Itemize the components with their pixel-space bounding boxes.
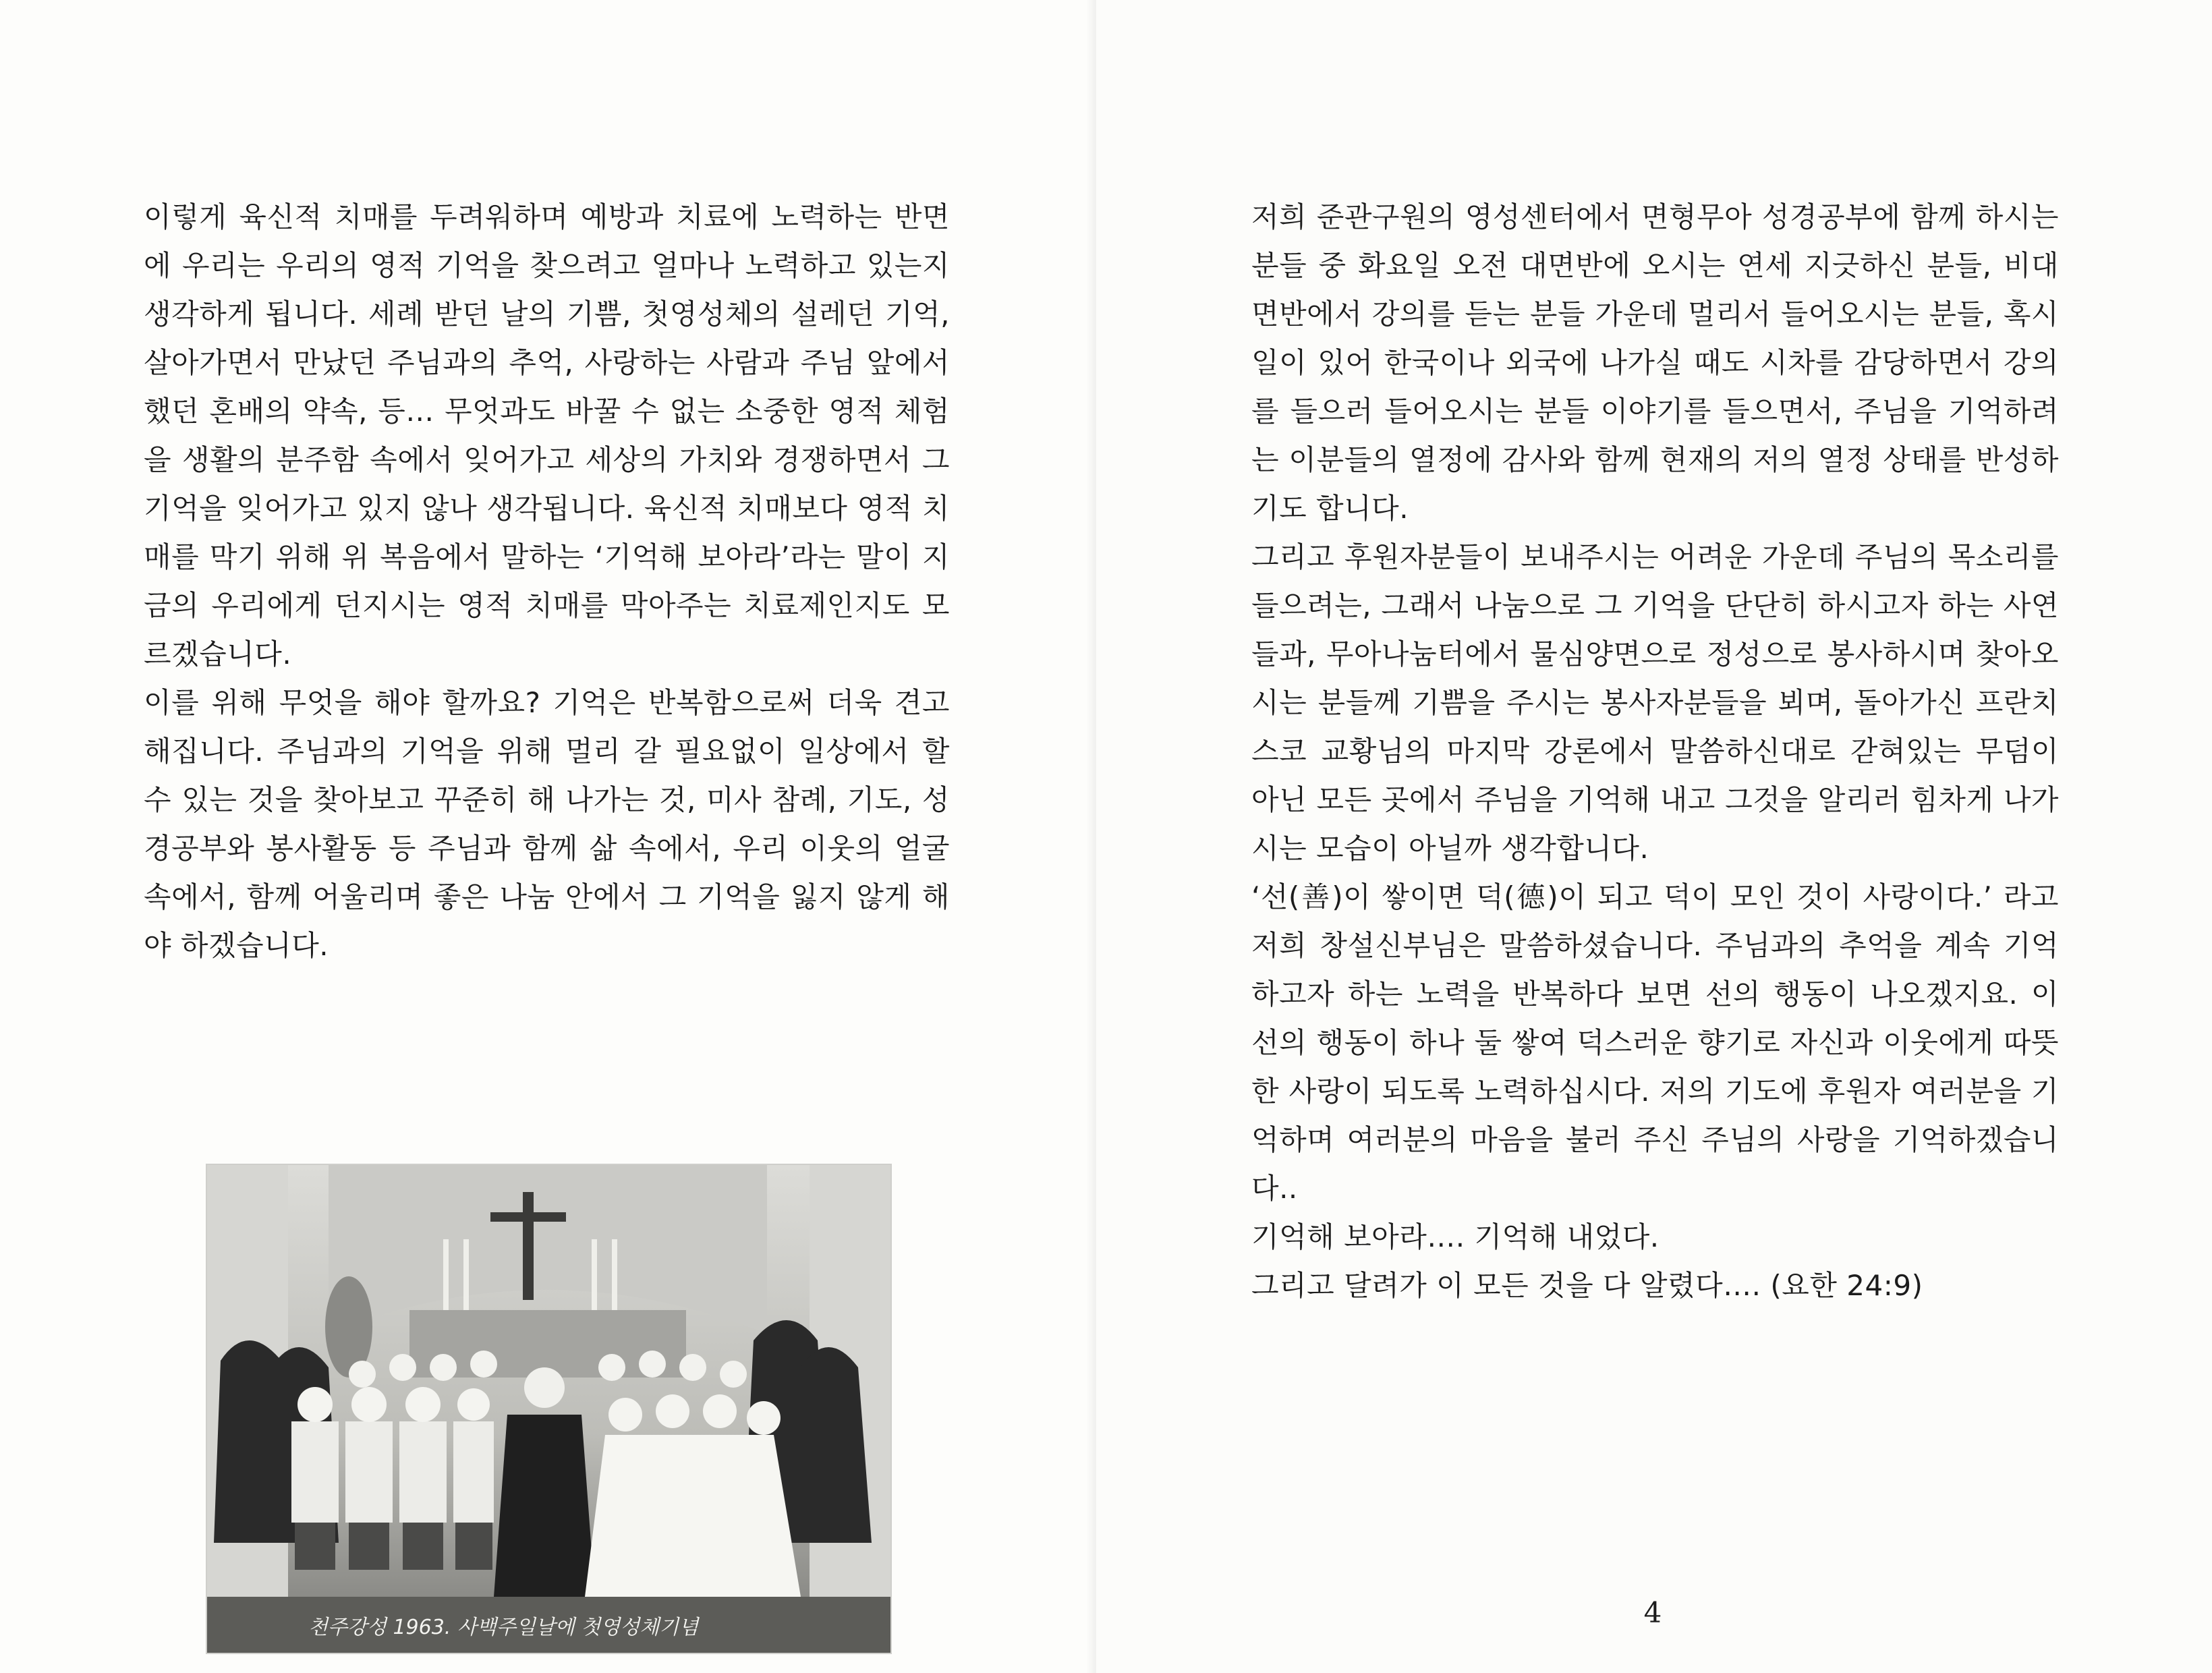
first-communion-photo xyxy=(206,1164,892,1654)
right-paragraph-3: ‘선(善)이 쌓이면 덕(德)이 되고 덕이 모인 것이 사랑이다.’ 라고 저희 창설신부님은 말씀하셨습니다. 주님과의 추억을 계속 기억하고자 하는 노력을 반복하다 보면 선의 행동이 나오겠지요. 이 선의 행동이 하나 둘 쌓여 덕스러운 향기로 자신과 이웃에게 따뜻한 사랑이 되도록 노력하십시다. 저의 기도에 후원자 여러분을 기억하며 여러분의 마음을 불러 주신 주님의 사랑을 기억하겠습니다.. xyxy=(1251,880,2059,1205)
left-page-text xyxy=(144,193,950,970)
right-paragraph-1: 저희 준관구원의 영성센터에서 면형무아 성경공부에 함께 하시는 분들 중 화요일 오전 대면반에 오시는 연세 지긋하신 분들, 비대면반에서 강의를 듣는 분들 가운데 멀리서 들어오시는 분들, 혹시 일이 있어 한국이나 외국에 나가실 때도 시차를 감당하면서 강의를 들으러 들어오시는 분들 이야기를 들으면서, 주님을 기억하려는 이분들의 열정에 감사와 함께 현재의 저의 열정 상태를 반성하기도 합니다. xyxy=(1251,200,2059,525)
right-paragraph-4: 기억해 보아라…. 기억해 내었다. xyxy=(1251,1220,1660,1253)
right-paragraph-5: 그리고 달려가 이 모든 것을 다 알렸다…. (요한 24:9) xyxy=(1251,1269,1923,1302)
left-paragraph-2: 이를 위해 무엇을 해야 할까요? 기억은 반복함으로써 더욱 견고해집니다. 주님과의 기억을 위해 멀리 갈 필요없이 일상에서 할 수 있는 것을 찾아보고 꾸준히 해 나가는 것, 미사 참례, 기도, 성경공부와 봉사활동 등 주님과 함께 삶 속에서, 우리 이웃의 얼굴 속에서, 함께 어울리며 좋은 나눔 안에서 그 기억을 잃지 않게 해야 하겠습니다. xyxy=(144,686,950,962)
left-paragraph-1: 이렇게 육신적 치매를 두려워하며 예방과 치료에 노력하는 반면에 우리는 우리의 영적 기억을 찾으려고 얼마나 노력하고 있는지 생각하게 됩니다. 세례 받던 날의 기쁨, 첫영성체의 설레던 기억, 살아가면서 만났던 주님과의 추억, 사랑하는 사람과 주님 앞에서 했던 혼배의 약속, 등… 무엇과도 바꿀 수 없는 소중한 영적 체험을 생활의 분주함 속에서 잊어가고 세상의 가치와 경쟁하면서 그 기억을 잊어가고 있지 않나 생각됩니다. 육신적 치매보다 영적 치매를 막기 위해 위 복음에서 말하는 ‘기억해 보아라’라는 말이 지금의 우리에게 던지시는 영적 치매를 막아주는 치료제인지도 모르겠습니다. xyxy=(144,200,950,671)
right-page-text xyxy=(1251,193,2059,1310)
page-number: 4 xyxy=(1643,1596,1662,1629)
left-page xyxy=(0,0,1096,1673)
right-paragraph-2: 그리고 후원자분들이 보내주시는 어려운 가운데 주님의 목소리를 들으려는, 그래서 나눔으로 그 기억을 단단히 하시고자 하는 사연들과, 무아나눔터에서 물심양면으로 정성으로 봉사하시며 찾아오시는 분들께 기쁨을 주시는 봉사자분들을 뵈며, 돌아가신 프란치스코 교황님의 마지막 강론에서 말씀하신대로 갇혀있는 무덤이 아닌 모든 곳에서 주님을 기억해 내고 그것을 알리러 힘차게 나가시는 모습이 아닐까 생각합니다. xyxy=(1251,540,2059,865)
photo-caption: 천주강성 1963. 사백주일날에 첫영성체기념 xyxy=(308,1616,699,1639)
